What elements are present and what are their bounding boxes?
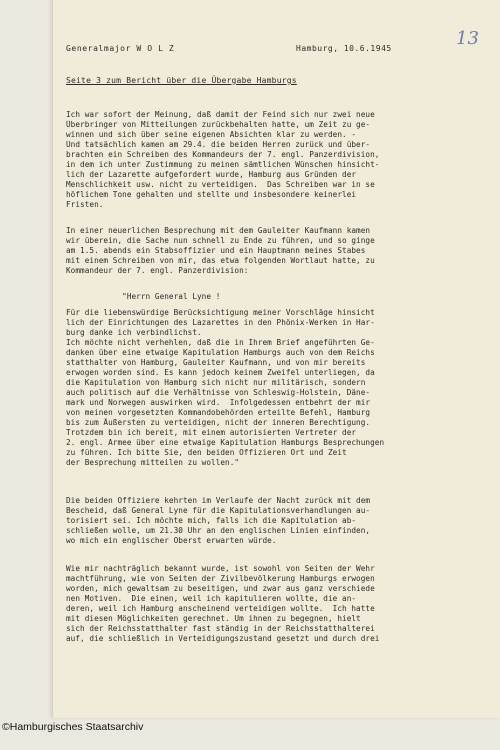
body-line: wo mich ein englischer Oberst erwarten würde. bbox=[66, 536, 277, 545]
body-line: torisiert sei. Ich möchte mich, falls ich die Kapitulation ab- bbox=[66, 516, 357, 525]
body-line: Für die liebenswürdige Berücksichtigung meiner Vorschläge hinsicht bbox=[66, 308, 375, 317]
document-subject: Seite 3 zum Bericht über die Übergabe Hamburgs bbox=[66, 76, 297, 85]
body-line: machtführung, wie von Seiten der Zivilbevölkerung Hamburgs erwogen bbox=[66, 574, 375, 583]
body-line: in dem ich unter Zustimmung zu meinen sämtlichen Wünschen hinsicht- bbox=[66, 160, 380, 169]
body-line: Ich möchte nicht verhehlen, daß die in Ihrem Brief angeführten Ge- bbox=[66, 338, 375, 347]
body-line: Kommandeur der 7. engl. Panzerdivision: bbox=[66, 266, 249, 275]
body-line: bis zum Äußersten zu verteidigen, nicht der inneren Berechtigung. bbox=[66, 418, 371, 427]
body-line: Fristen. bbox=[66, 200, 104, 209]
copyright-credit: ©Hamburgisches Staatsarchiv bbox=[2, 721, 144, 733]
body-line: von meinen vorgesetzten Kommandobehörden erteilte Befehl, Hamburg bbox=[66, 408, 371, 417]
body-line: deren, weil ich Hamburg anscheinend verteidigen wollte. Ich hatte bbox=[66, 604, 375, 613]
body-line: zu führen. Ich bitte Sie, den beiden Offizieren Ort und Zeit bbox=[66, 448, 347, 457]
body-line: Die beiden Offiziere kehrten im Verlaufe der Nacht zurück mit dem bbox=[66, 496, 371, 505]
body-line: die Kapitulation von Hamburg sich nicht nur militärisch, sondern bbox=[66, 378, 366, 387]
body-line: Bescheid, daß General Lyne für die Kapitulationsverhandlungen au- bbox=[66, 506, 371, 515]
body-line: 2. engl. Armee über eine etwaige Kapitulation Hamburgs Besprechungen bbox=[66, 438, 385, 447]
body-line: Wie mir nachträglich bekannt wurde, ist sowohl von Seiten der Wehr bbox=[66, 564, 375, 573]
body-line: statthalter von Hamburg, Gauleiter Kaufmann, und von mir bereits bbox=[66, 358, 366, 367]
body-line: schließen wolle, um 21.30 Uhr an den englischen Linien einfinden, bbox=[66, 526, 371, 535]
body-line: In einer neuerlichen Besprechung mit dem Gauleiter Kaufmann kamen bbox=[66, 226, 371, 235]
body-line: Überbringer von Mitteilungen zurückbehalten hatte, um Zeit zu ge- bbox=[66, 120, 371, 129]
body-line: brachten ein Schreiben des Kommandeurs der 7. engl. Panzerdivision, bbox=[66, 150, 380, 159]
header-place-date: Hamburg, 10.6.1945 bbox=[296, 44, 392, 53]
body-line: mit diesen Möglichkeiten gerechnet. Um ihnen zu begegnen, hielt bbox=[66, 614, 361, 623]
body-line: mark und Norwegen auswirken wird. Infolgedessen entbehrt der mir bbox=[66, 398, 371, 407]
body-line: winnen und sich über seine eigenen Absichten klar zu werden. - bbox=[66, 130, 357, 139]
body-line: lich der Einrichtungen des Lazarettes in den Phönix-Werken in Har- bbox=[66, 318, 375, 327]
body-line: Ich war sofort der Meinung, daß damit der Feind sich nur zwei neue bbox=[66, 110, 375, 119]
body-line: worden, mich gewaltsam zu beseitigen, und zwar aus ganz verschiede bbox=[66, 584, 375, 593]
body-line: auf, die schließlich in Verteidigungszustand gesetzt und durch drei bbox=[66, 634, 380, 643]
body-line: auch politisch auf die Verhältnisse von Schleswig-Holstein, Däne- bbox=[66, 388, 371, 397]
body-line: burg danke ich verbindlichst. bbox=[66, 328, 202, 337]
body-line: am 1.5. abends ein Stabsoffizier und ein Hauptmann meines Stabes bbox=[66, 246, 366, 255]
body-line: Trotzdem bin ich bereit, mit einem autorisierten Vertreter der bbox=[66, 428, 357, 437]
body-line: danken über eine etwaige Kapitulation Hamburgs auch von dem Reichs bbox=[66, 348, 375, 357]
body-line: nen Motiven. Die einen, weil ich kapitulieren wollte, die an- bbox=[66, 594, 357, 603]
body-line: mit einem Schreiben von mir, das etwa folgenden Wortlaut hatte, zu bbox=[66, 256, 375, 265]
handwritten-page-number: 13 bbox=[456, 28, 479, 49]
body-line: lich der Lazarette aufgefordert wurde, Hamburg aus Gründen der bbox=[66, 170, 357, 179]
body-line: wir überein, die Sache nun schnell zu Ende zu führen, und so ginge bbox=[66, 236, 375, 245]
body-line: erwogen worden sind. Es kann jedoch keinem Zweifel unterliegen, da bbox=[66, 368, 375, 377]
body-line: "Herrn General Lyne ! bbox=[66, 292, 221, 301]
body-line: Menschlichkeit usw. nicht zu verteidigen. Das Schreiben war in se bbox=[66, 180, 375, 189]
header-author: Generalmajor W O L Z bbox=[66, 44, 175, 53]
body-line: sich der Reichsstatthalter fast ständig in der Reichsstatthalterei bbox=[66, 624, 375, 633]
body-line: höflichem Tone gehalten und stellte und insbesondere keinerlei bbox=[66, 190, 357, 199]
body-line: Und tatsächlich kamen am 29.4. die beiden Herren zurück und über- bbox=[66, 140, 371, 149]
body-line: der Besprechung mitteilen zu wollen." bbox=[66, 458, 240, 467]
